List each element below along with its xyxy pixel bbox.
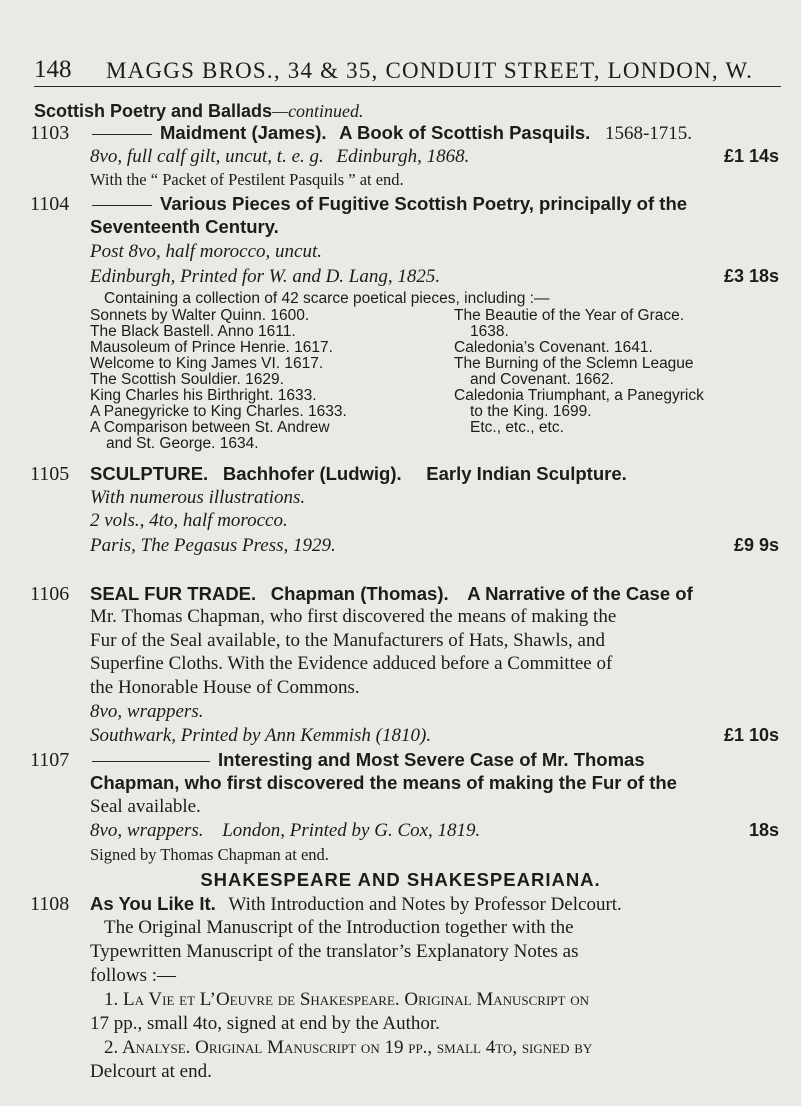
list-item: The Black Bastell. Anno 1611.: [90, 323, 296, 340]
lot-1104-description: Post 8vo, half morocco, uncut.: [90, 241, 323, 262]
lot-number: 1108: [30, 893, 70, 915]
lot-1108-item-2: 2. Analyse. Original Manuscript on 19 pp., small 4to, signed by: [104, 1037, 593, 1058]
lot-1108-item-2-cont: Delcourt at end.: [90, 1061, 212, 1082]
lot-1103-price: £1 14s: [723, 146, 779, 166]
lot-1108-line: The Original Manuscript of the Introduction together with the: [104, 917, 574, 938]
lot-1104-contents-right: [454, 308, 704, 436]
ditto-rule: [92, 134, 152, 135]
lot-number: 1106: [30, 583, 70, 605]
lot-1107-description: 8vo, wrappers. London, Printed by G. Cox, 1819.: [90, 820, 481, 841]
list-item: The Beautie of the Year of Grace.: [454, 307, 685, 324]
lot-1106-line: Superfine Cloths. With the Evidence adduced before a Committee of: [90, 653, 613, 674]
lot-1107-line: Seal available.: [90, 796, 201, 817]
lot-number: 1107: [30, 749, 70, 771]
ditto-rule: [92, 205, 152, 206]
lot-1106-line: the Honorable House of Commons.: [90, 677, 360, 698]
section-heading-scottish-poetry: Scottish Poetry and Ballads—continued.: [34, 101, 364, 121]
lot-1105-imprint: Paris, The Pegasus Press, 1929.: [90, 535, 336, 556]
lot-1105-price: £9 9s: [733, 535, 779, 555]
lot-1107-price: 18s: [748, 820, 779, 840]
list-item: Etc., etc., etc.: [470, 419, 564, 436]
lot-1106-line: Fur of the Seal available, to the Manufacturers of Hats, Shawls, and: [90, 630, 605, 651]
list-item: Caledonia’s Covenant. 1641.: [454, 339, 653, 356]
page-number: 148: [34, 56, 72, 83]
list-item: 1638.: [470, 323, 509, 340]
header-title: MAGGS BROS., 34 & 35, CONDUIT STREET, LONDON, W.: [106, 58, 754, 83]
lot-1105-line: With numerous illustrations.: [90, 487, 306, 508]
list-item: Mausoleum of Prince Henrie. 1617.: [90, 339, 333, 356]
lot-1103-description: 8vo, full calf gilt, uncut, t. e. g. Edinburgh, 1868.: [90, 146, 470, 167]
list-item: Welcome to King James VI. 1617.: [90, 355, 324, 372]
lot-1107-note: Signed by Thomas Chapman at end.: [90, 845, 329, 864]
lot-1104-note: Containing a collection of 42 scarce poetical pieces, including :—: [104, 290, 550, 307]
lot-1104-contents-left: [90, 308, 347, 452]
list-item: and Covenant. 1662.: [470, 371, 614, 388]
list-item: A Comparison between St. Andrew: [90, 419, 330, 436]
section-heading-shakespeare: SHAKESPEARE AND SHAKESPEARIANA.: [200, 869, 601, 890]
lot-1106-imprint: Southwark, Printed by Ann Kemmish (1810).: [90, 725, 432, 746]
list-item: The Scottish Souldier. 1629.: [90, 371, 284, 388]
list-item: Caledonia Triumphant, a Panegyrick: [454, 387, 704, 404]
lot-number: 1105: [30, 463, 70, 485]
running-header: [34, 50, 781, 87]
lot-1106-description: 8vo, wrappers.: [90, 701, 204, 722]
lot-1104-price: £3 18s: [723, 266, 779, 286]
lot-1108-heading: As You Like It. With Introduction and Notes by Professor Delcourt.: [90, 893, 622, 915]
lot-1108-line: follows :—: [90, 965, 177, 986]
list-item: The Burning of the Sclemn League: [454, 355, 694, 372]
lot-1104-imprint: Edinburgh, Printed for W. and D. Lang, 1825.: [90, 266, 441, 287]
lot-1104-heading: Various Pieces of Fugitive Scottish Poetry, principally of the: [86, 193, 687, 216]
lot-1108-line: Typewritten Manuscript of the translator’s Explanatory Notes as: [90, 941, 579, 962]
lot-1106-line: Mr. Thomas Chapman, who first discovered the means of making the: [90, 606, 617, 627]
lot-1108-item-1-cont: 17 pp., small 4to, signed at end by the Author.: [90, 1013, 440, 1034]
lot-1108-item-1: 1. La Vie et L’Oeuvre de Shakespeare. Original Manuscript on: [104, 989, 589, 1010]
lot-1106-heading: SEAL FUR TRADE. Chapman (Thomas). A Narrative of the Case of: [90, 583, 693, 604]
list-item: Sonnets by Walter Quinn. 1600.: [90, 307, 310, 324]
lot-number: 1103: [30, 122, 70, 144]
lot-1107-heading-cont: Chapman, who first discovered the means of making the Fur of the: [90, 772, 677, 793]
ditto-rule: [92, 761, 210, 762]
lot-number: 1104: [30, 193, 70, 215]
list-item: King Charles his Birthright. 1633.: [90, 387, 317, 404]
lot-1105-description: 2 vols., 4to, half morocco.: [90, 510, 288, 531]
lot-1106-price: £1 10s: [723, 725, 779, 745]
lot-1107-heading: Interesting and Most Severe Case of Mr. Thomas: [86, 749, 645, 772]
lot-1103-heading: Maidment (James). A Book of Scottish Pasquils. 1568-1715.: [86, 122, 692, 145]
lot-1104-heading-cont: Seventeenth Century.: [90, 216, 279, 237]
list-item: and St. George. 1634.: [106, 435, 259, 452]
list-item: to the King. 1699.: [470, 403, 592, 420]
lot-1103-note: With the “ Packet of Pestilent Pasquils ” at end.: [90, 170, 404, 189]
list-item: A Panegyricke to King Charles. 1633.: [90, 403, 347, 420]
lot-1105-heading: SCULPTURE. Bachhofer (Ludwig). Early Indian Sculpture.: [90, 463, 627, 484]
